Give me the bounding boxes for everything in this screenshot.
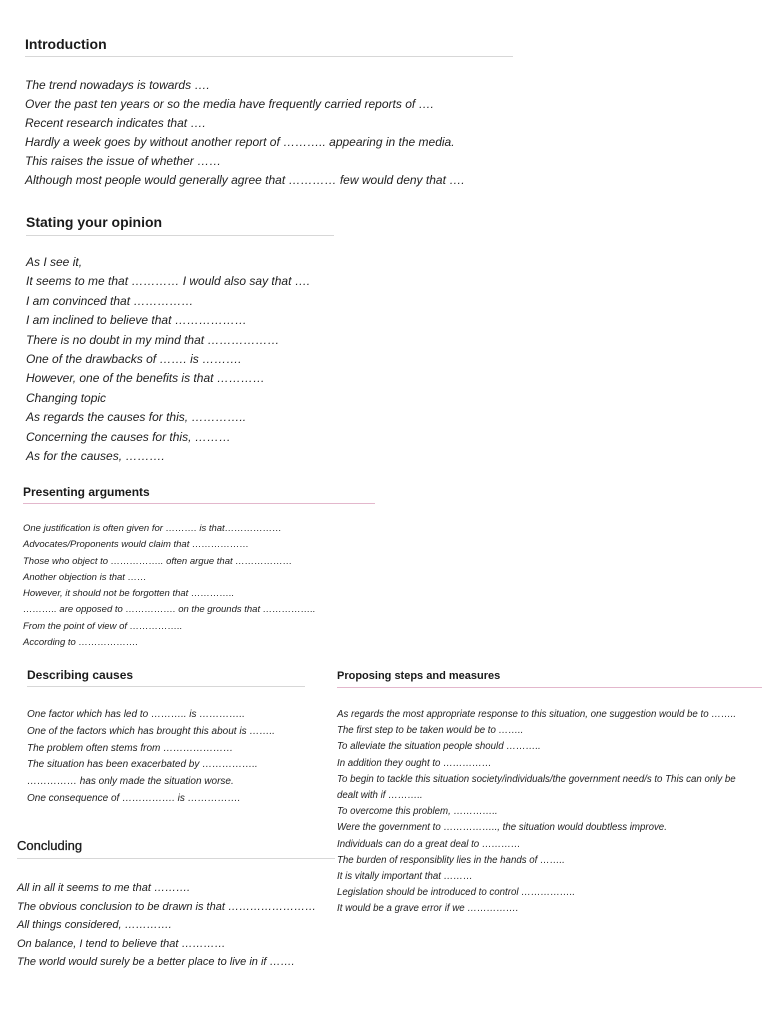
list-item: As regards the most appropriate response to this situation, one suggestion would be to …….. xyxy=(337,709,737,720)
list-item: Although most people would generally agree that ………… few would deny that …. xyxy=(25,173,465,187)
list-item: As I see it, xyxy=(26,255,83,269)
list-item: The situation has been exacerbated by …………….. xyxy=(27,759,258,771)
list-item: From the point of view of …………….. xyxy=(23,620,183,632)
concluding-heading: Concluding xyxy=(17,838,83,853)
causes-list xyxy=(27,707,307,808)
list-item: One of the drawbacks of ……. is ………. xyxy=(26,352,242,367)
list-item: One factor which has led to ……….. is ………….. xyxy=(27,709,245,720)
list-item: Over the past ten years or so the media have frequently carried reports of …. xyxy=(25,97,434,111)
introduction-heading: Introduction xyxy=(25,36,107,52)
list-item: One consequence of ……………. is ……………. xyxy=(27,792,241,804)
list-item: Those who object to …………….. often argue that ……………… xyxy=(23,555,293,567)
list-item: However, one of the benefits is that ………… xyxy=(26,371,265,386)
list-item: To begin to tackle this situation society/individuals/the government need/s to This can only be dealt with if ……….. xyxy=(337,773,736,802)
list-item: Were the government to …………….., the situation would doubtless improve. xyxy=(337,822,667,834)
list-item: To overcome this problem, ………….. xyxy=(337,806,498,818)
list-item: The obvious conclusion to be drawn is that …………………… xyxy=(17,900,316,913)
arguments-heading: Presenting arguments xyxy=(23,485,150,499)
list-item: ……….. are opposed to ……………. on the grounds that …………….. xyxy=(23,604,316,616)
list-item: As regards the causes for this, ………….. xyxy=(26,410,247,425)
causes-divider xyxy=(27,686,305,687)
list-item: I am inclined to believe that ……………… xyxy=(26,313,247,328)
list-item: Changing topic xyxy=(26,390,107,405)
list-item: In addition they ought to …………… xyxy=(337,757,492,769)
list-item: All things considered, …………. xyxy=(17,919,172,932)
list-item: It would be a grave error if we ……………. xyxy=(337,903,519,915)
list-item: I am convinced that …………… xyxy=(26,293,194,308)
list-item: The problem often stems from ………………… xyxy=(27,742,234,754)
section-introduction xyxy=(25,36,513,190)
opinion-divider xyxy=(26,235,334,236)
opinion-heading: Stating your opinion xyxy=(26,214,163,230)
list-item: This raises the issue of whether …… xyxy=(25,154,222,168)
steps-list xyxy=(337,707,757,918)
list-item: Another objection is that …… xyxy=(23,571,147,583)
introduction-list xyxy=(25,76,513,190)
list-item: To alleviate the situation people should ……….. xyxy=(337,741,541,753)
section-describing-causes xyxy=(27,668,307,808)
list-item: One justification is often given for ………. is that……………… xyxy=(23,523,282,534)
section-concluding xyxy=(17,838,337,972)
list-item: One of the factors which has brought this about is …….. xyxy=(27,725,275,737)
list-item: Hardly a week goes by without another report of ……….. appearing in the media. xyxy=(25,135,455,149)
list-item: It seems to me that ………… I would also say that …. xyxy=(26,274,311,289)
list-item: It is vitally important that ……… xyxy=(337,871,473,883)
list-item: There is no doubt in my mind that ……………… xyxy=(26,332,280,347)
causes-heading: Describing causes xyxy=(27,668,134,682)
list-item: The trend nowadays is towards …. xyxy=(25,78,210,92)
list-item: Concerning the causes for this, ……… xyxy=(26,429,231,444)
section-presenting-arguments xyxy=(23,485,375,651)
list-item: On balance, I tend to believe that ………… xyxy=(17,937,226,950)
list-item: However, it should not be forgotten that ………….. xyxy=(23,588,235,600)
list-item: Recent research indicates that …. xyxy=(25,116,206,130)
list-item: Legislation should be introduced to control …………….. xyxy=(337,887,576,899)
steps-divider xyxy=(337,687,762,688)
list-item: The burden of responsiblity lies in the hands of …….. xyxy=(337,854,565,866)
arguments-list xyxy=(23,521,375,651)
list-item: Individuals can do a great deal to ………… xyxy=(337,838,521,850)
arguments-divider xyxy=(23,503,375,504)
introduction-divider xyxy=(25,56,513,57)
list-item: As for the causes, ………. xyxy=(26,449,165,464)
section-proposing-steps xyxy=(337,669,762,918)
list-item: Advocates/Proponents would claim that ……………… xyxy=(23,539,249,551)
concluding-divider xyxy=(17,858,335,859)
section-stating-opinion xyxy=(26,214,336,466)
list-item: The world would surely be a better place to live in if ……. xyxy=(17,956,295,969)
list-item: The first step to be taken would be to …….. xyxy=(337,725,524,737)
list-item: According to ………………. xyxy=(23,637,139,649)
steps-heading: Proposing steps and measures xyxy=(337,670,501,682)
list-item: All in all it seems to me that ………. xyxy=(17,882,190,894)
concluding-list xyxy=(17,879,337,972)
opinion-list xyxy=(26,253,336,466)
list-item: …………… has only made the situation worse. xyxy=(27,776,234,788)
